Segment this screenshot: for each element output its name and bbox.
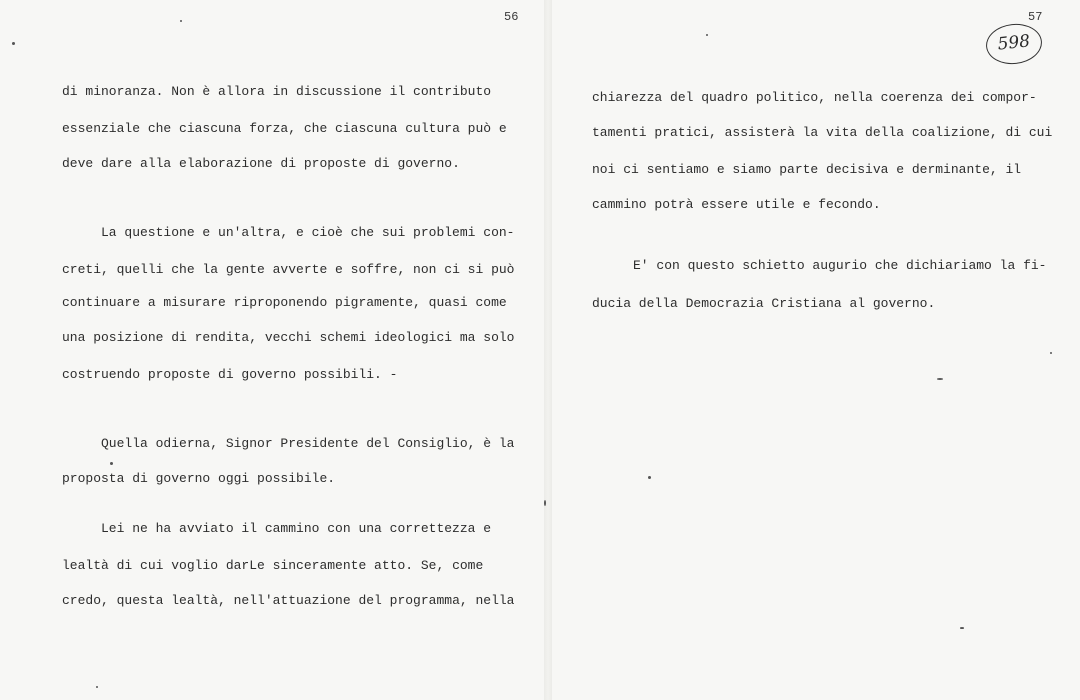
scan-speck (960, 627, 964, 629)
scan-speck (648, 476, 651, 479)
right-line-4: cammino potrà essere utile e fecondo. (592, 197, 881, 212)
right-line-2: tamenti pratici, assisterà la vita della coalizione, di cui (592, 125, 1053, 140)
left-line-8: costruendo proposte di governo possibili. - (62, 367, 398, 382)
left-line-9: Quella odierna, Signor Presidente del Consiglio, è la (101, 436, 515, 451)
right-page (548, 0, 1080, 700)
scan-speck (937, 378, 943, 380)
left-line-4: La questione e un'altra, e cioè che sui problemi con- (101, 225, 515, 240)
scan-speck (12, 42, 15, 45)
right-page-number: 57 (1028, 10, 1043, 24)
right-line-6: ducia della Democrazia Cristiana al governo. (592, 296, 936, 311)
scan-speck (1050, 352, 1052, 354)
left-line-5: creti, quelli che la gente avverte e soffre, non ci si può (62, 262, 515, 277)
left-line-13: credo, questa lealtà, nell'attuazione del programma, nella (62, 593, 515, 608)
left-line-1: di minoranza. Non è allora in discussione il contributo (62, 84, 492, 99)
left-line-2: essenziale che ciascuna forza, che ciascuna cultura può e (62, 121, 507, 136)
right-line-1: chiarezza del quadro politico, nella coerenza dei compor- (592, 90, 1037, 105)
left-line-12: lealtà di cui voglio darLe sinceramente atto. Se, come (62, 558, 484, 573)
page-gutter (544, 0, 552, 700)
left-line-11: Lei ne ha avviato il cammino con una correttezza e (101, 521, 492, 536)
right-line-3: noi ci sentiamo e siamo parte decisiva e derminante, il (592, 162, 1022, 177)
handwritten-page-stamp: 598 (984, 21, 1044, 67)
right-line-5: E' con questo schietto augurio che dichiariamo la fi- (633, 258, 1047, 273)
left-page-number: 56 (504, 10, 519, 24)
scan-speck (96, 686, 98, 688)
left-line-10: proposta di governo oggi possibile. (62, 471, 336, 486)
scan-speck (544, 500, 546, 506)
left-line-7: una posizione di rendita, vecchi schemi ideologici ma solo (62, 330, 515, 345)
left-line-3: deve dare alla elaborazione di proposte di governo. (62, 156, 460, 171)
scan-speck (110, 462, 113, 465)
left-line-6: continuare a misurare riproponendo pigramente, quasi come (62, 295, 507, 310)
scan-speck (706, 34, 708, 36)
scan-speck (180, 20, 182, 22)
